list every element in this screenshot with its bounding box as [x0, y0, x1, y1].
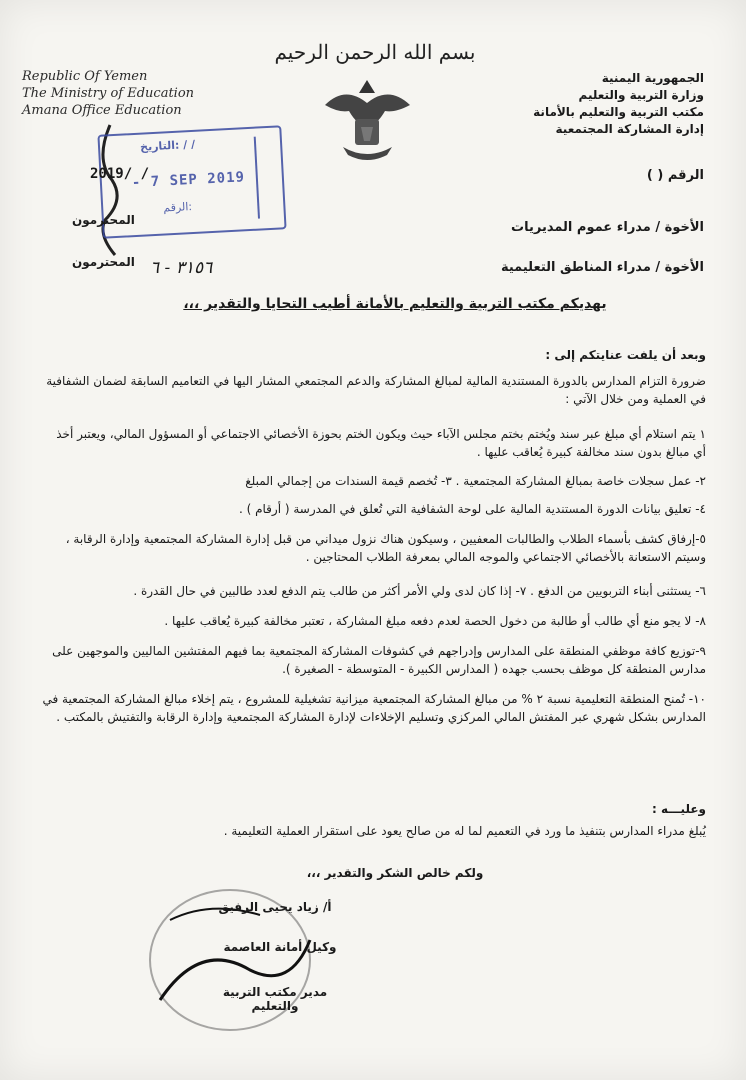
respected-label: المحترمون — [72, 255, 135, 269]
reference-number: الرقم ( ) — [646, 168, 704, 183]
conclusion-text: يُبلغ مدراء المدارس بتنفيذ ما ورد في التعميم لما له من صالح يعود على استقرار العملية التعليمية . — [223, 824, 706, 838]
body-item: ١٠- تُمنح المنطقة التعليمية نسبة ٢ % من مبالغ المشاركة المجتمعية ميزانية تشغيلية للمشروع ، يتم إخلاء مبالغ المشاركة المجتمعية في المدارس بشكل شهري عبر المفتش المالي المركزي وتسليم الإخلاءات لإدارة المشاركة المجتمعية وإدارة الرقابة والتفتيش بالمكتب . — [42, 692, 706, 724]
respected-label: المحترمون — [72, 213, 135, 227]
body-item: ٢- عمل سجلات خاصة بمبالغ المشاركة المجتمعية . ٣- تُخصم قيمة السندات من إجمالي المبلغ — [245, 474, 706, 488]
header-line: Amana Office Education — [22, 103, 182, 118]
stamp-ref-label: الرقم: — [162, 200, 193, 215]
stamp-date: - 7 SEP 2019 — [131, 169, 246, 192]
stamp-title: التاريخ: / / — [139, 137, 196, 154]
body-item: ٩-توزيع كافة موظفي المنطقة على المدارس وإدراجهم في كشوفات المشاركة المجتمعية بما فيهم المفتشين الماليين والموجهين على مدارس المنطقة كل موظف بحسب جهده ( المدارس الكبيرة - المتوسطة - الصغيرة ). — [52, 644, 706, 676]
body-item: ١ يتم استلام أي مبلغ عبر سند ويُختم بختم مجلس الآباء حيث ويكون الختم بحوزة الأخصائي الاجتماعي أو المسؤول المالي، ويعتبر أخذ أي مبالغ بدون سند مخالفة كبيرة يُعاقب عليها . — [56, 427, 706, 459]
header-line: مكتب التربية والتعليم بالأمانة — [533, 105, 704, 119]
header-line: Republic Of Yemen — [22, 69, 148, 84]
body-paragraph: ضرورة التزام المدارس بالدورة المستندية المالية لمبالغ المشاركة والدعم المجتمعي المشار اليها في التعاميم السابقة لضمان الشفافية في العملية ومن خلال الآتي : — [46, 374, 706, 406]
greeting: يهديكم مكتب التربية والتعليم بالأمانة أطيب التحايا والتقدير ،،، — [183, 296, 607, 312]
body-item: ٦- يستثنى أبناء التربويين من الدفع . ٧- إذا كان لدى ولي الأمر أكثر من طالب يتم الدفع لعدد طالبين في حال القدرة . — [133, 584, 706, 598]
signatory-title: مدير مكتب التربية والتعليم — [222, 985, 328, 1013]
closing-thanks: ولكم خالص الشكر والتقدير ،،، — [306, 866, 484, 880]
header-line: The Ministry of Education — [22, 86, 195, 101]
header-line: وزارة التربية والتعليم — [578, 88, 704, 102]
body-intro: وبعد أن يلفت عنايتكم إلى : — [545, 348, 706, 362]
addressee-line: الأخوة / مدراء المناطق التعليمية — [500, 260, 704, 275]
addressee-line: الأخوة / مدراء عموم المديريات — [511, 220, 704, 235]
body-item: ٨- لا يجو منع أي طالب أو طالبة من دخول الحصة لعدم دفعه مبلغ المشاركة ، تعتبر مخالفة كبيرة يُعاقب عليها . — [164, 614, 706, 628]
basmala: بسم الله الرحمن الرحيم — [274, 40, 476, 64]
arabic-header — [484, 70, 704, 138]
body-item: ٥-إرفاق كشف بأسماء الطلاب والطالبات المعفيين ، وسيكون هناك نزول ميداني من قبل إدارة المشاركة المجتمعية وإدارة الرقابة ، وسيتم الاستعانة بالأخصائي الاجتماعي والموجه المالي بمعرفة الطلاب المحتاجين . — [65, 532, 706, 564]
body-item: ٤- تعليق بيانات الدورة المستندية المالية على لوحة الشفافية التي تُعلق في المدرسة ( أرقام ) . — [238, 502, 706, 516]
handwritten-number: ٣١٥٦ - ٦ — [150, 258, 213, 278]
header-line: الجمهورية اليمنية — [601, 71, 704, 85]
yemen-eagle-emblem — [315, 75, 420, 165]
english-header — [22, 68, 222, 119]
year: 2019/ / — [90, 166, 150, 182]
conclusion-heading: وعليـــه : — [651, 802, 706, 816]
header-line: إدارة المشاركة المجتمعية — [555, 122, 704, 136]
signatory-name: أ/ زياد يحيى الرفيق — [218, 900, 332, 914]
stamp-divider — [254, 136, 278, 219]
signatory-title: وكيل أمانة العاصمة — [223, 940, 337, 954]
